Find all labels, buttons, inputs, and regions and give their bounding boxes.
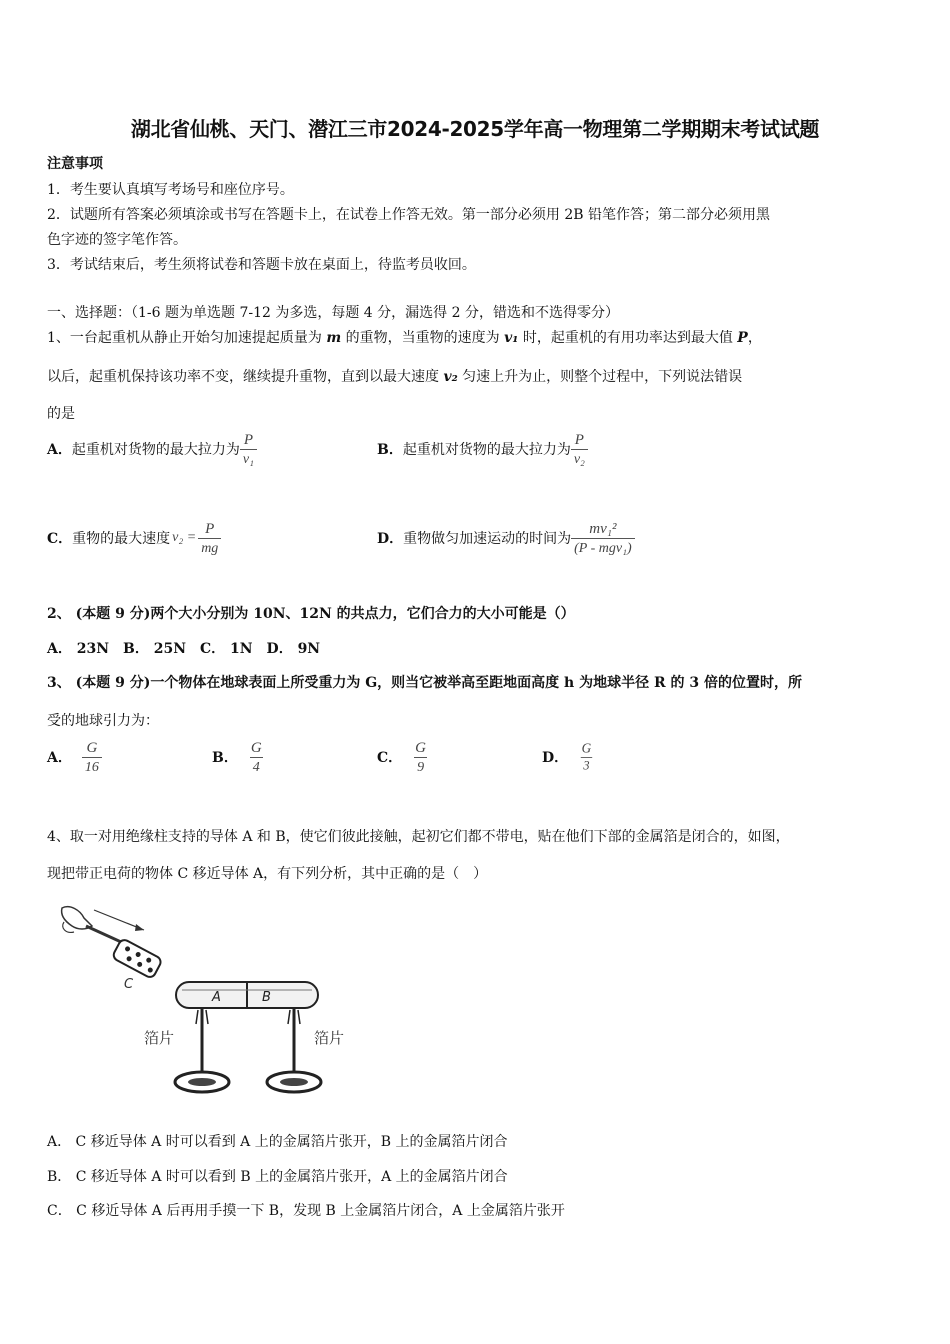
option-text: 起重机对货物的最大拉力为 [402, 442, 571, 459]
q2-options[interactable]: A． 23N B． 25N C． 1N D． 9N [47, 641, 321, 657]
notice-item-2a: 2．试题所有答案必须填涂或书写在答题卡上，在试卷上作答无效。第一部分必须用 2B 铅笔作答；第二部分必须用黑 [47, 207, 770, 223]
q1-option-c[interactable] [47, 521, 221, 556]
q1-text: 的重物，当重物的速度为 [341, 330, 505, 346]
option-label: D． [377, 531, 404, 548]
formula [198, 521, 221, 556]
formula-numerator: G [250, 740, 262, 756]
section-heading: 一、选择题：（1-6 题为单选题 7-12 为多选，每题 4 分，漏选得 2 分，错选和不选得零分） [47, 305, 619, 321]
formula-denominator: v₂ [571, 449, 588, 467]
label-a: A [212, 990, 221, 1005]
q4-stem-line1: 4、取一对用绝缘柱支持的导体 A 和 B，使它们彼此接触，起初它们都不带电，贴在他们下部的金属箔是闭合的，如图， [47, 829, 790, 845]
formula-numerator: G [581, 742, 592, 757]
option-text: 重物做匀加速运动的时间为 [403, 531, 572, 548]
page-title: 湖北省仙桃、天门、潜江三市2024-2025学年高一物理第二学期期末考试试题 [130, 117, 820, 141]
q4-stem-line2: 现把带正电荷的物体 C 移近导体 A，有下列分析，其中正确的是（ ） [47, 866, 488, 882]
option-label: D． [542, 750, 569, 767]
q1-stem-line1 [47, 327, 762, 347]
option-text: 重物的最大速度 [72, 531, 171, 548]
q1-option-d[interactable] [377, 521, 635, 556]
option-label: B． [377, 442, 403, 459]
charged-object-c [112, 938, 163, 979]
notice-item-1: 1．考生要认真填写考场号和座位序号。 [47, 182, 294, 198]
formula-denominator: 4 [250, 757, 263, 775]
formula-lhs: v₂ = [172, 530, 197, 546]
option-label: A． [47, 750, 72, 767]
formula-denominator: 3 [581, 757, 592, 773]
option-label: A． [47, 442, 72, 459]
q4-option-a[interactable]: A． C 移近导体 A 时可以看到 A 上的金属箔片张开，B 上的金属箔片闭合 [47, 1134, 508, 1150]
q1-text: ， [747, 330, 762, 346]
formula-numerator: G [415, 740, 426, 756]
q1-var-v1: v₁ [504, 330, 519, 346]
foil-left [196, 1010, 198, 1024]
foil-left [206, 1010, 208, 1024]
foil-right [288, 1010, 290, 1024]
q1-stem-line3: 的是 [47, 406, 75, 422]
q1-var-m: m [326, 330, 342, 346]
option-label: C． [377, 750, 403, 767]
formula-numerator: P [205, 521, 215, 537]
q3-stem-line2: 受的地球引力为： [47, 713, 159, 729]
q1-option-a[interactable] [47, 432, 257, 467]
foil-label-right: 箔片 [314, 1029, 345, 1047]
q3-stem-line1: 3、 (本题 9 分)一个物体在地球表面上所受重力为 G，则当它被举高至距地面高度 h 为地球半径 R 的 3 倍的位置时，所 [47, 675, 802, 691]
notice-item-3: 3．考试结束后，考生须将试卷和答题卡放在桌面上，待监考员收回。 [47, 257, 476, 273]
arrow-head-icon [135, 924, 144, 931]
notice-heading: 注意事项 [47, 156, 103, 172]
formula-denominator: 9 [414, 757, 427, 775]
formula [82, 740, 102, 775]
formula-denominator: 16 [82, 757, 102, 775]
q1-var-p: P [737, 330, 748, 346]
q1-text: 1、一台起重机从静止开始匀加速提起质量为 [47, 330, 327, 346]
q3-option-b[interactable] [212, 740, 265, 775]
formula-numerator: P [243, 432, 253, 448]
option-text: 起重机对货物的最大拉力为 [71, 442, 240, 459]
foil-right [298, 1010, 300, 1024]
formula [571, 521, 634, 556]
q3-option-c[interactable] [377, 740, 429, 775]
q1-var-v2: v₂ [443, 369, 458, 385]
q3-option-d[interactable] [542, 740, 595, 775]
foil-label-left: 箔片 [144, 1029, 175, 1047]
q4-option-c[interactable]: C． C 移近导体 A 后再用手摸一下 B，发现 B 上金属箔片闭合，A 上金属箔片张开 [47, 1203, 565, 1219]
notice-item-2b: 色字迹的签字笔作答。 [47, 232, 187, 248]
formula [248, 740, 265, 775]
object-c-body [112, 938, 163, 979]
q1-text: 以后，起重机保持该功率不变，继续提升重物，直到以最大速度 [47, 369, 444, 385]
formula-numerator: P [574, 432, 584, 448]
label-b: B [262, 990, 271, 1005]
formula [412, 740, 429, 775]
q4-option-b[interactable]: B． C 移近导体 A 时可以看到 B 上的金属箔片张开，A 上的金属箔片闭合 [47, 1169, 508, 1185]
formula-numerator: G [86, 740, 98, 756]
q3-option-a[interactable] [47, 740, 102, 775]
q1-stem-line2 [47, 366, 742, 386]
formula-denominator: v₁ [240, 449, 257, 467]
option-label: C． [47, 531, 73, 548]
q2-stem: 2、 (本题 9 分)两个大小分别为 10N、12N 的共点力，它们合力的大小可能是（） [47, 606, 575, 622]
formula [579, 742, 594, 773]
formula-numerator: mv₁² [589, 521, 617, 537]
formula [571, 432, 588, 467]
q1-text: 时，起重机的有用功率达到最大值 [518, 330, 738, 346]
base-right-inner [280, 1078, 308, 1086]
formula-denominator: mg [198, 538, 221, 556]
formula [240, 432, 257, 467]
electrostatic-induction-figure [52, 900, 372, 1118]
option-label: B． [212, 750, 238, 767]
formula-denominator: (P - mgv₁) [571, 538, 634, 556]
label-c: C [124, 977, 134, 992]
q1-text: 匀速上升为止，则整个过程中，下列说法错误 [457, 369, 743, 385]
base-left-inner [188, 1078, 216, 1086]
q1-option-b[interactable] [377, 432, 588, 467]
